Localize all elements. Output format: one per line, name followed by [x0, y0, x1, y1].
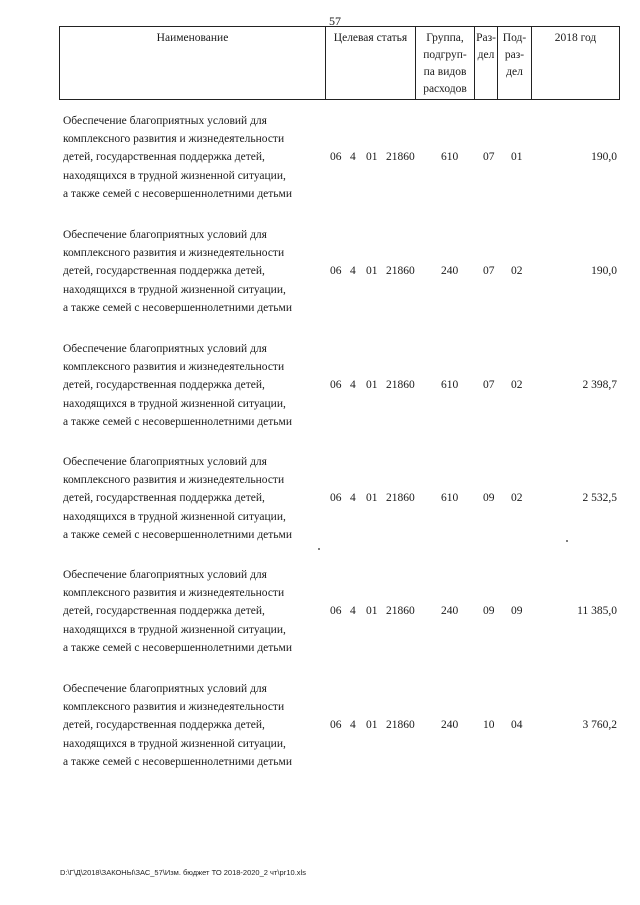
- amount-2018: 2 398,7: [582, 379, 617, 391]
- row-name-line: Обеспечение благоприятных условий для: [63, 569, 267, 581]
- row-name-line: а также семей с несовершеннолетними детьми: [63, 415, 292, 428]
- code-direction: 21860: [386, 492, 415, 504]
- header-group: Группа, подгруп- па видов расходов: [416, 27, 475, 100]
- code-event: 01: [366, 379, 378, 391]
- row-name-line: комплексного развития и жизнедеятельности: [63, 361, 285, 374]
- header-name: Наименование: [60, 27, 326, 100]
- podrazdel-code: 04: [511, 719, 523, 731]
- row-name-line: детей, государственная поддержка детей,: [63, 379, 265, 392]
- code-subprogram: 4: [350, 265, 356, 277]
- row-name-line: а также семей с несовершеннолетними детьми: [63, 755, 292, 768]
- row-name-line: комплексного развития и жизнедеятельности: [63, 474, 285, 487]
- expense-group: 240: [441, 265, 459, 277]
- amount-2018: 11 385,0: [577, 605, 617, 617]
- row-name: [63, 566, 325, 657]
- code-subprogram: 4: [350, 151, 356, 163]
- row-name-line: а также семей с несовершеннолетними детьми: [63, 641, 292, 654]
- row-name-line: детей, государственная поддержка детей,: [63, 492, 265, 505]
- table-row: [0, 340, 640, 430]
- header-year: 2018 год: [532, 27, 620, 100]
- row-name: [63, 453, 325, 544]
- row-name-line: детей, государственная поддержка детей,: [63, 719, 265, 732]
- code-event: 01: [366, 151, 378, 163]
- razdel-code: 10: [483, 719, 495, 731]
- razdel-code: 07: [483, 265, 495, 277]
- podrazdel-code: 01: [511, 151, 523, 163]
- row-name-line: комплексного развития и жизнедеятельности: [63, 133, 285, 146]
- row-name: [63, 226, 325, 317]
- code-subprogram: 4: [350, 719, 356, 731]
- code-event: 01: [366, 719, 378, 731]
- code-program: 06: [330, 265, 342, 277]
- table-row: [0, 226, 640, 316]
- podrazdel-code: 02: [511, 379, 523, 391]
- row-name-line: комплексного развития и жизнедеятельности: [63, 247, 285, 260]
- podrazdel-code: 02: [511, 265, 523, 277]
- razdel-code: 07: [483, 151, 495, 163]
- scan-speck: [318, 548, 320, 550]
- table-row: [0, 680, 640, 770]
- code-direction: 21860: [386, 379, 415, 391]
- razdel-code: 09: [483, 605, 495, 617]
- table-row: [0, 453, 640, 543]
- podrazdel-code: 02: [511, 492, 523, 504]
- code-subprogram: 4: [350, 492, 356, 504]
- header-target-article: Целевая статья: [326, 27, 416, 100]
- expense-group: 240: [441, 605, 459, 617]
- row-name-line: а также семей с несовершеннолетними детьми: [63, 187, 292, 200]
- expense-group: 610: [441, 151, 459, 163]
- razdel-code: 09: [483, 492, 495, 504]
- code-direction: 21860: [386, 605, 415, 617]
- row-name: [63, 340, 325, 431]
- row-name-line: а также семей с несовершеннолетними детьми: [63, 528, 292, 541]
- code-subprogram: 4: [350, 379, 356, 391]
- row-name-line: комплексного развития и жизнедеятельности: [63, 701, 285, 714]
- table-header: [59, 26, 620, 100]
- table-row: [0, 112, 640, 202]
- row-name-line: Обеспечение благоприятных условий для: [63, 229, 267, 241]
- row-name-line: а также семей с несовершеннолетними детьми: [63, 301, 292, 314]
- razdel-code: 07: [483, 379, 495, 391]
- code-event: 01: [366, 605, 378, 617]
- code-direction: 21860: [386, 719, 415, 731]
- expense-group: 610: [441, 379, 459, 391]
- row-name-line: находящихся в трудной жизненной ситуации,: [63, 623, 286, 636]
- code-subprogram: 4: [350, 605, 356, 617]
- row-name: [63, 680, 325, 771]
- amount-2018: 190,0: [591, 151, 617, 163]
- scan-speck: [566, 540, 568, 542]
- code-program: 06: [330, 379, 342, 391]
- row-name: [63, 112, 325, 203]
- code-program: 06: [330, 605, 342, 617]
- footer-file-path: D:\Г\Д\2018\ЗАКОНЫ\ЗАС_57\Изм. бюджет ТО 2018-2020_2 чт\рг10.xls: [60, 868, 306, 877]
- amount-2018: 3 760,2: [582, 719, 617, 731]
- code-direction: 21860: [386, 151, 415, 163]
- page-number: 57: [329, 14, 341, 28]
- row-name-line: находящихся в трудной жизненной ситуации,: [63, 397, 286, 410]
- header-razdel: Раз- дел: [475, 27, 498, 100]
- code-event: 01: [366, 492, 378, 504]
- code-program: 06: [330, 492, 342, 504]
- row-name-line: детей, государственная поддержка детей,: [63, 605, 265, 618]
- code-program: 06: [330, 151, 342, 163]
- row-name-line: находящихся в трудной жизненной ситуации,: [63, 510, 286, 523]
- amount-2018: 190,0: [591, 265, 617, 277]
- row-name-line: Обеспечение благоприятных условий для: [63, 456, 267, 468]
- row-name-line: находящихся в трудной жизненной ситуации,: [63, 283, 286, 296]
- row-name-line: комплексного развития и жизнедеятельности: [63, 587, 285, 600]
- row-name-line: Обеспечение благоприятных условий для: [63, 683, 267, 695]
- code-direction: 21860: [386, 265, 415, 277]
- table-row: [0, 566, 640, 656]
- expense-group: 610: [441, 492, 459, 504]
- row-name-line: детей, государственная поддержка детей,: [63, 151, 265, 164]
- code-event: 01: [366, 265, 378, 277]
- row-name-line: Обеспечение благоприятных условий для: [63, 343, 267, 355]
- code-program: 06: [330, 719, 342, 731]
- row-name-line: Обеспечение благоприятных условий для: [63, 115, 267, 127]
- amount-2018: 2 532,5: [582, 492, 617, 504]
- podrazdel-code: 09: [511, 605, 523, 617]
- header-podrazdel: Под- раз- дел: [498, 27, 532, 100]
- row-name-line: детей, государственная поддержка детей,: [63, 265, 265, 278]
- row-name-line: находящихся в трудной жизненной ситуации,: [63, 737, 286, 750]
- expense-group: 240: [441, 719, 459, 731]
- row-name-line: находящихся в трудной жизненной ситуации,: [63, 169, 286, 182]
